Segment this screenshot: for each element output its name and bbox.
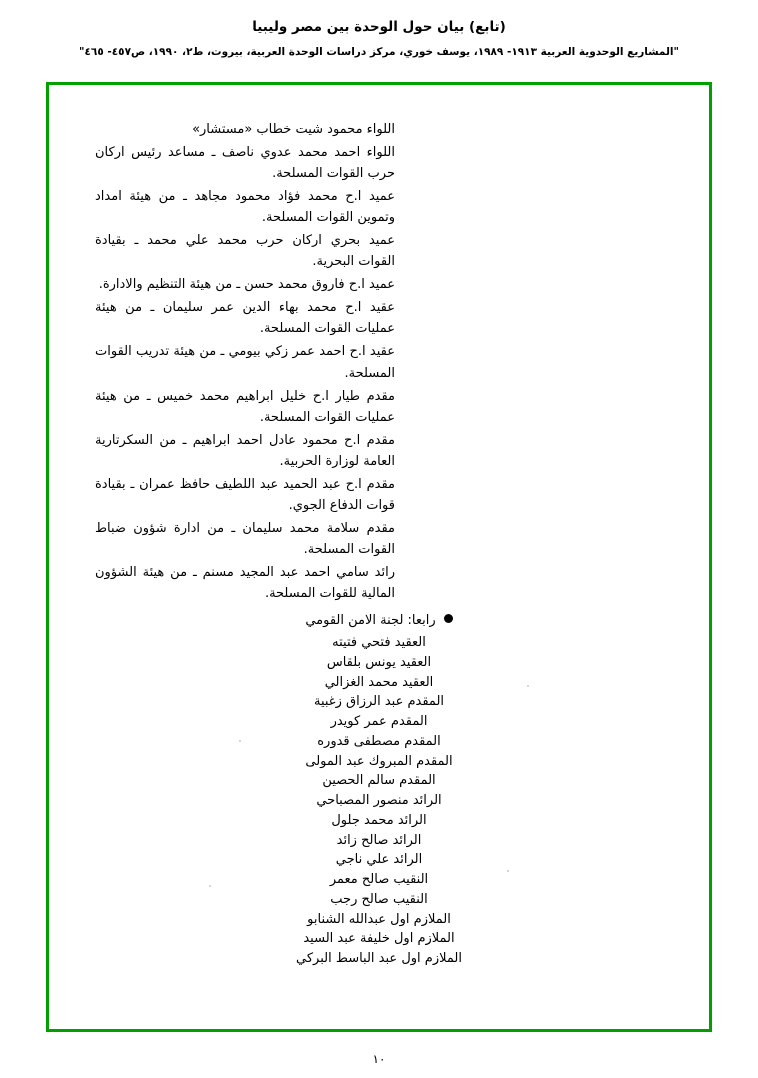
bullet-icon: [444, 614, 453, 623]
scan-speck: [209, 885, 211, 887]
list-item: المقدم مصطفى قدوره: [317, 733, 441, 749]
paragraph-block: [95, 119, 395, 604]
list-item: الرائد صالح زائد: [336, 832, 422, 848]
paragraph: مقدم ا.ح محمود عادل احمد ابراهيم ـ من السكرتارية العامة لوزارة الحربية.: [95, 432, 395, 469]
body-text: [95, 119, 663, 969]
paragraph: مقدم طيار ا.ح خليل ابراهيم محمد خميس ـ من هيئة عمليات القوات المسلحة.: [95, 388, 395, 425]
paragraph: رائد سامي احمد عبد المجيد مسنم ـ من هيئة الشؤون المالية للقوات المسلحة.: [95, 564, 395, 601]
list-item: المقدم عبد الرزاق زغبية: [313, 694, 445, 710]
list-item: المقدم سالم الحصين: [322, 773, 436, 789]
section-heading-label: رابعا: لجنة الامن القومي: [305, 613, 436, 629]
paragraph: عقيد ا.ح احمد عمر زكي بيومي ـ من هيئة تدريب القوات المسلحة.: [95, 344, 395, 381]
list-item: النقيب صالح معمر: [329, 872, 429, 888]
list-item: النقيب صالح رجب: [330, 891, 428, 907]
list-item: المقدم عمر كويدر: [330, 714, 428, 730]
paragraph: مقدم سلامة محمد سليمان ـ من ادارة شؤون ضباط القوات المسلحة.: [95, 520, 395, 557]
scan-speck: [507, 870, 509, 872]
paragraph: عميد بحري اركان حرب محمد علي محمد ـ بقيادة القوات البحرية.: [95, 233, 395, 270]
list-item: الملازم اول عبد الباسط البركي: [296, 951, 462, 967]
list-item: الملازم اول خليفة عبد السيد: [303, 931, 455, 947]
paragraph: مقدم ا.ح عبد الحميد عبد اللطيف حافظ عمران ـ بقيادة قوات الدفاع الجوي.: [95, 476, 395, 513]
paragraph: عقيد ا.ح محمد بهاء الدين عمر سليمان ـ من هيئة عمليات القوات المسلحة.: [95, 300, 395, 337]
document-header: [0, 0, 758, 60]
list-item: الرائد علي ناجي: [335, 852, 423, 868]
page-title: (تابع) بيان حول الوحدة بين مصر وليبيا: [252, 19, 506, 35]
paragraph: اللواء احمد محمد عدوي ناصف ـ مساعد رئيس اركان حرب القوات المسلحة.: [95, 145, 395, 182]
list-item: الملازم اول عبدالله الشنابو: [307, 911, 451, 927]
list-item: الرائد محمد جلول: [331, 812, 427, 828]
source-citation: "المشاريع الوحدوية العربية ١٩١٣- ١٩٨٩، يوسف خوري، مركز دراسات الوحدة العربية، بيروت، ط٢، ١٩٩٠، ص٤٥٧- ٤٦٥": [79, 45, 679, 58]
content-frame: [46, 82, 712, 1032]
paragraph: عميد ا.ح فاروق محمد حسن ـ من هيئة التنظيم والادارة.: [98, 277, 395, 293]
paragraph: عميد ا.ح محمد فؤاد محمود مجاهد ـ من هيئة امداد وتموين القوات المسلحة.: [95, 189, 395, 226]
committee-member-list: [95, 633, 663, 969]
scan-speck: [527, 685, 529, 687]
list-item: العقيد فتحي فتيته: [332, 635, 426, 651]
content-area: [49, 85, 709, 989]
scan-speck: [239, 740, 241, 742]
list-item: الرائد منصور المصباحي: [316, 793, 442, 809]
list-item: العقيد يونس بلقاس: [326, 654, 432, 670]
list-item: المقدم المبروك عبد المولى: [305, 753, 453, 769]
list-item: العقيد محمد الغزالي: [324, 674, 434, 690]
paragraph: اللواء محمود شيت خطاب «مستشار»: [192, 122, 395, 137]
page-number: ١٠: [372, 1052, 386, 1066]
section-heading: [95, 610, 663, 631]
